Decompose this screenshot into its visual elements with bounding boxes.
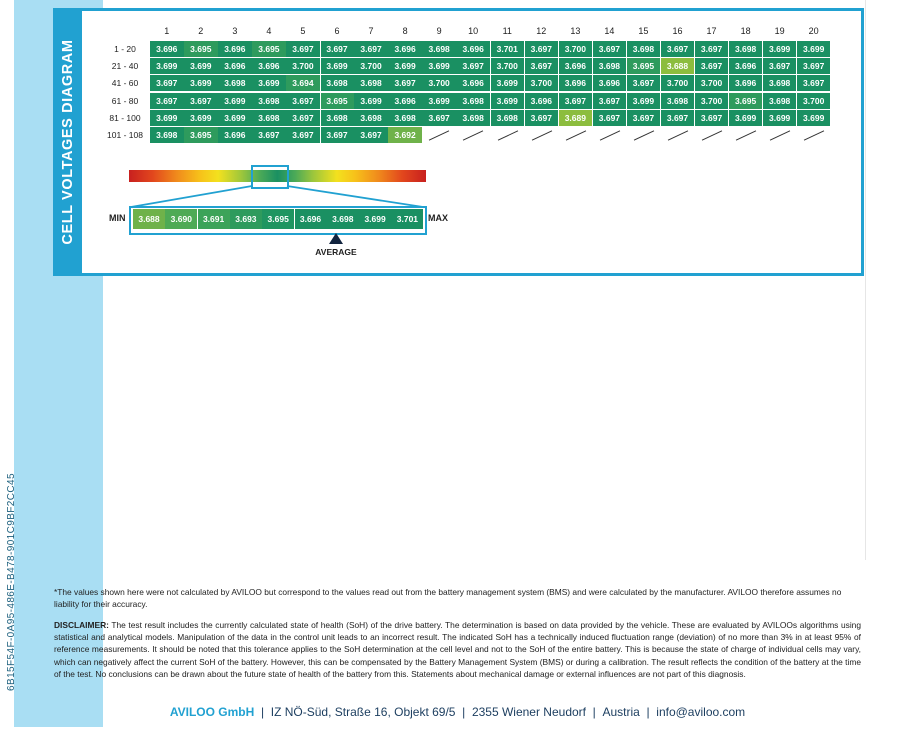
scale-highlight-box [251,165,289,189]
cell-value: 3.698 [320,75,354,91]
cell-value: 3.695 [252,41,286,57]
cell-value: 3.699 [184,110,218,126]
disclaimer-text: The test result includes the currently calculated state of health (SoH) of the drive battery. The determination is based on data provided by the vehicle. These are evaluated by AVILOOs algorithms using statistical and analytical models. Manipulation of the data in the control unit leads to an incorrect result. The indicated SoH has a technically induced fluctuation range (deviation) of no more than 3% in at least 95% of reference measurements. It should be noted that this tolerance applies to the SoH determination at the cell level and not to the SoH of the entire battery. This is because the state of charge of individual cells may vary, which can negatively affect the current SoH of the battery. However, this can be compensated by the Battery Management System (BMS) or during a calibration. The result reflects the condition of the battery at the time of the test. No conclusions can be drawn about the future state of health of the battery from this. Statements about mechanical damage or external influences are not part of this diagnosis. [54,620,861,679]
cell-value: 3.696 [525,93,559,109]
column-header: 8 [402,26,408,36]
cell-value: 3.697 [252,127,286,143]
cell-value: 3.696 [456,41,490,57]
cell-value: 3.696 [593,75,627,91]
cell-value: 3.698 [354,110,388,126]
cell-value: 3.696 [218,58,252,74]
scale-value: 3.701 [391,209,423,229]
column-header: 16 [672,26,683,36]
cell-value: 3.696 [150,41,184,57]
cell-value: 3.698 [354,75,388,91]
cell-value: 3.697 [695,58,729,74]
cell-value: 3.697 [525,41,559,57]
cell-value: 3.698 [763,75,797,91]
right-divider [865,0,866,560]
cell-value: 3.698 [661,93,695,109]
cell-value: 3.699 [150,110,184,126]
cell-value: 3.699 [491,93,525,109]
column-header: 18 [740,26,751,36]
cell-value: 3.699 [218,110,252,126]
cell-value: 3.697 [388,75,422,91]
cell-value: 3.698 [593,58,627,74]
cell-value: 3.697 [695,110,729,126]
cell-value: 3.697 [150,75,184,91]
cell-value: 3.689 [559,110,593,126]
average-label: AVERAGE [315,247,357,257]
cell-value: 3.697 [422,110,456,126]
cell-value: 3.700 [286,58,320,74]
cell-value: 3.698 [627,41,661,57]
cell-value: 3.699 [388,58,422,74]
column-header: 15 [638,26,649,36]
scale-value: 3.699 [359,209,391,229]
cell-value: 3.699 [184,58,218,74]
cell-value: 3.697 [286,127,320,143]
cell-value: 3.697 [354,127,388,143]
footer-address: IZ NÖ-Süd, Straße 16, Objekt 69/5 [270,705,456,719]
cell-value: 3.696 [388,93,422,109]
cell-value: 3.695 [184,127,218,143]
cell-value: 3.699 [729,110,763,126]
cell-value: 3.696 [388,41,422,57]
cell-value: 3.696 [729,75,763,91]
column-header: 17 [706,26,717,36]
cell-value: 3.699 [627,93,661,109]
cell-value: 3.698 [218,75,252,91]
cell-value: 3.701 [491,41,525,57]
cell-value: 3.696 [559,58,593,74]
cell-value: 3.697 [150,93,184,109]
cell-value: 3.697 [286,110,320,126]
cell-value: 3.698 [252,110,286,126]
cell-value: 3.697 [797,75,831,91]
column-group-separator [592,41,593,145]
cell-value: 3.697 [559,93,593,109]
cell-value: 3.697 [661,110,695,126]
cell-value: 3.697 [456,58,490,74]
cell-value: 3.700 [354,58,388,74]
cell-value: 3.697 [593,110,627,126]
row-label: 21 - 40 [111,61,139,72]
row-label: 61 - 80 [111,95,139,106]
column-header: 5 [300,26,306,36]
cell-value: 3.697 [184,93,218,109]
cell-value: 3.698 [763,93,797,109]
cell-value: 3.699 [763,110,797,126]
column-header: 4 [266,26,272,36]
cell-value: 3.697 [320,41,354,57]
cell-value: 3.696 [252,58,286,74]
cell-value: 3.698 [150,127,184,143]
cell-value: 3.697 [661,41,695,57]
document-id: 6B15F54F-0A95-486E-B478-901C9BF2CC45 [6,473,17,691]
cell-value: 3.695 [320,93,354,109]
scale-value: 3.691 [198,209,230,229]
scale-value: 3.688 [133,209,165,229]
column-header: 2 [198,26,204,36]
average-marker-icon [329,233,343,244]
column-header: 10 [468,26,479,36]
scale-min-label: MIN [109,213,126,223]
cell-value: 3.699 [150,58,184,74]
diagram-title: CELL VOLTAGES DIAGRAM [60,39,76,245]
cell-value: 3.696 [218,41,252,57]
column-header: 13 [570,26,581,36]
scale-value: 3.693 [230,209,262,229]
cell-value: 3.697 [763,58,797,74]
cell-value: 3.699 [218,93,252,109]
footer: AVILOO GmbH | IZ NÖ-Süd, Straße 16, Objekt 69/5 | 2355 Wiener Neudorf | Austria | info@aviloo.com [169,705,746,719]
column-header: 6 [334,26,340,36]
scale-value: 3.695 [262,209,294,229]
cell-value: 3.699 [491,75,525,91]
cell-value: 3.696 [456,75,490,91]
cell-value: 3.695 [184,41,218,57]
cell-value: 3.700 [422,75,456,91]
column-header: 7 [368,26,374,36]
row-label: 81 - 100 [109,112,141,123]
cell-value: 3.696 [218,127,252,143]
cell-value: 3.695 [627,58,661,74]
scale-value: 3.698 [327,209,359,229]
column-header: 14 [604,26,615,36]
cell-value: 3.699 [320,58,354,74]
cell-value: 3.696 [559,75,593,91]
cell-value: 3.697 [286,93,320,109]
cell-value: 3.699 [252,75,286,91]
cell-value: 3.698 [422,41,456,57]
scale-value: 3.696 [295,209,327,229]
cell-value: 3.698 [388,110,422,126]
cell-value: 3.699 [422,93,456,109]
cell-value: 3.700 [695,75,729,91]
cell-value: 3.695 [729,93,763,109]
cell-value: 3.688 [661,58,695,74]
cell-value: 3.692 [388,127,422,143]
cell-value: 3.697 [320,127,354,143]
cell-value: 3.698 [320,110,354,126]
column-header: 19 [774,26,785,36]
cell-value: 3.700 [491,58,525,74]
row-label: 101 - 108 [107,130,143,140]
cell-value: 3.697 [695,41,729,57]
column-group-separator [320,41,321,145]
cell-value: 3.697 [593,41,627,57]
row-label: 41 - 60 [111,78,139,89]
cell-value: 3.699 [797,110,831,126]
cell-value: 3.699 [354,93,388,109]
cell-value: 3.700 [559,41,593,57]
cell-value: 3.697 [627,75,661,91]
footer-country: Austria [602,705,640,719]
footer-company: AVILOO GmbH [169,705,255,719]
cell-value: 3.699 [184,75,218,91]
cell-value: 3.700 [797,93,831,109]
footnote: *The values shown here were not calculated by AVILOO but correspond to the values read out from the battery management system (BMS) and were calculated by the manufacturer. AVILOO therefore assumes no liability for their accuracy. [54,587,842,609]
card-title-band [56,11,82,273]
cell-value: 3.697 [593,93,627,109]
cell-value: 3.700 [695,93,729,109]
cell-value: 3.699 [763,41,797,57]
cell-value: 3.698 [729,41,763,57]
column-header: 1 [164,26,170,36]
cell-value: 3.700 [525,75,559,91]
disclaimer-label: DISCLAIMER: [54,620,109,630]
cell-value: 3.696 [729,58,763,74]
scale-max-label: MAX [428,213,448,223]
cell-value: 3.698 [456,93,490,109]
cell-value: 3.700 [661,75,695,91]
column-header: 9 [436,26,442,36]
cell-value: 3.698 [491,110,525,126]
cell-value: 3.694 [286,75,320,91]
column-header: 12 [536,26,547,36]
disclaimer [54,619,861,680]
column-header: 20 [808,26,819,36]
column-header: 11 [502,26,512,36]
scale-value: 3.690 [165,209,197,229]
row-label: 1 - 20 [114,44,136,54]
cell-value: 3.697 [627,110,661,126]
cell-value: 3.697 [286,41,320,57]
cell-value: 3.698 [252,93,286,109]
footer-email[interactable]: info@aviloo.com [656,705,746,719]
cell-value: 3.699 [797,41,831,57]
cell-value: 3.697 [354,41,388,57]
cell-value: 3.698 [456,110,490,126]
column-header: 3 [232,26,238,36]
cell-value: 3.697 [525,110,559,126]
cell-value: 3.697 [797,58,831,74]
footer-city: 2355 Wiener Neudorf [471,705,587,719]
cell-value: 3.699 [422,58,456,74]
cell-value: 3.697 [525,58,559,74]
